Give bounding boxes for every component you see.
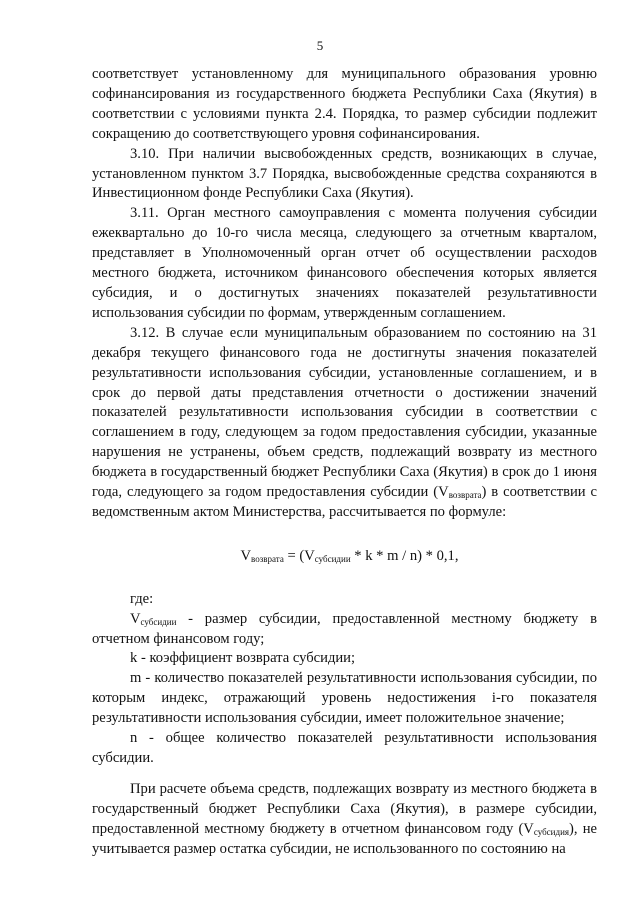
- definition-v-subscript: субсидии: [140, 616, 177, 627]
- paragraph-calculation: [92, 780, 597, 860]
- definition-n: n - общее количество показателей результативности использования субсидии.: [92, 730, 597, 766]
- formula: [92, 547, 597, 567]
- paragraph-3-12: [92, 324, 597, 523]
- definition-v-text: - размер субсидии, предоставленной местному бюджету в отчетном финансовом году;: [92, 610, 597, 647]
- definition-m: m - количество показателей результативности использования субсидии, по которым индекс, отражающий уровень недостижения i-го показателя результативности использования субсидии, имеет положительное значение;: [92, 670, 597, 727]
- paragraph-3-12-tail: ) в соответствии с ведомственным актом Министерства, рассчитывается по формуле:: [92, 484, 597, 520]
- paragraph-3-10: 3.10. При наличии высвобожденных средств, возникающих в случае, установленном пунктом 3.7 Порядка, высвобожденные средства сохраняются в Инвестиционном фонде Республики Саха (Якутия).: [92, 145, 597, 202]
- formula-sub-subsidy: субсидии: [314, 553, 351, 564]
- formula-rest: * k * m / n) * 0,1,: [350, 547, 459, 564]
- paragraph-3-12-subscript: возврата: [448, 490, 482, 501]
- paragraph-calculation-subscript: субсидия: [533, 826, 570, 837]
- paragraph-continuation: соответствует установленному для муниципального образования уровню софинансирования из государственного бюджета Республики Саха (Якутия) в соответствии с условиями пункта 2.4. Порядка, то размер субсидии подлежит сокращению до соответствующего уровня софинансирования.: [92, 66, 597, 142]
- formula-eq: = (V: [283, 547, 315, 564]
- definition-k: k - коэффициент возврата субсидии;: [130, 650, 356, 667]
- document-body: [92, 65, 597, 860]
- page-number: 5: [316, 38, 324, 53]
- formula-sub-return: возврата: [251, 553, 284, 564]
- paragraph-calculation-text: При расчете объема средств, подлежащих возврату из местного бюджета в государственный бюджет Республики Саха (Якутия), в размере субсидии, предоставленной местному бюджету в отчетном финансовом году (V: [92, 780, 597, 837]
- paragraph-calculation-tail: ), не учитывается размер остатка субсидии, не использованного по состоянию на: [92, 820, 597, 857]
- paragraph-3-12-text: 3.12. В случае если муниципальным образованием по состоянию на 31 декабря текущего финансового года не достигнуты значения показателей результативности использования субсидии, установленные соглашением, и в срок до первой даты представления отчетности о достижении значений показателей результативности использования субсидии в соответствии с соглашением в году, следующем за годом предоставления субсидии, указанные нарушения не устранены, объем средств, подлежащий возврату из местного бюджета в государственный бюджет Республики Саха (Якутия) в срок до 1 июня года, следующего за годом предоставления субсидии (V: [92, 324, 597, 501]
- paragraph-3-11: 3.11. Орган местного самоуправления с момента получения субсидии ежеквартально до 10-го числа месяца, следующего за отчетным кварталом, представляет в Уполномоченный орган отчет об осуществлении расходов местного бюджета, источником финансового обеспечения которых является субсидия, и о достигнутых значениях показателей результативности использования субсидии по формам, утвержденным соглашением.: [92, 205, 597, 321]
- definition-v: V: [130, 610, 141, 627]
- formula-v: V: [240, 547, 252, 564]
- definition-v-subsidy: [92, 610, 597, 650]
- where-label: где:: [130, 590, 154, 607]
